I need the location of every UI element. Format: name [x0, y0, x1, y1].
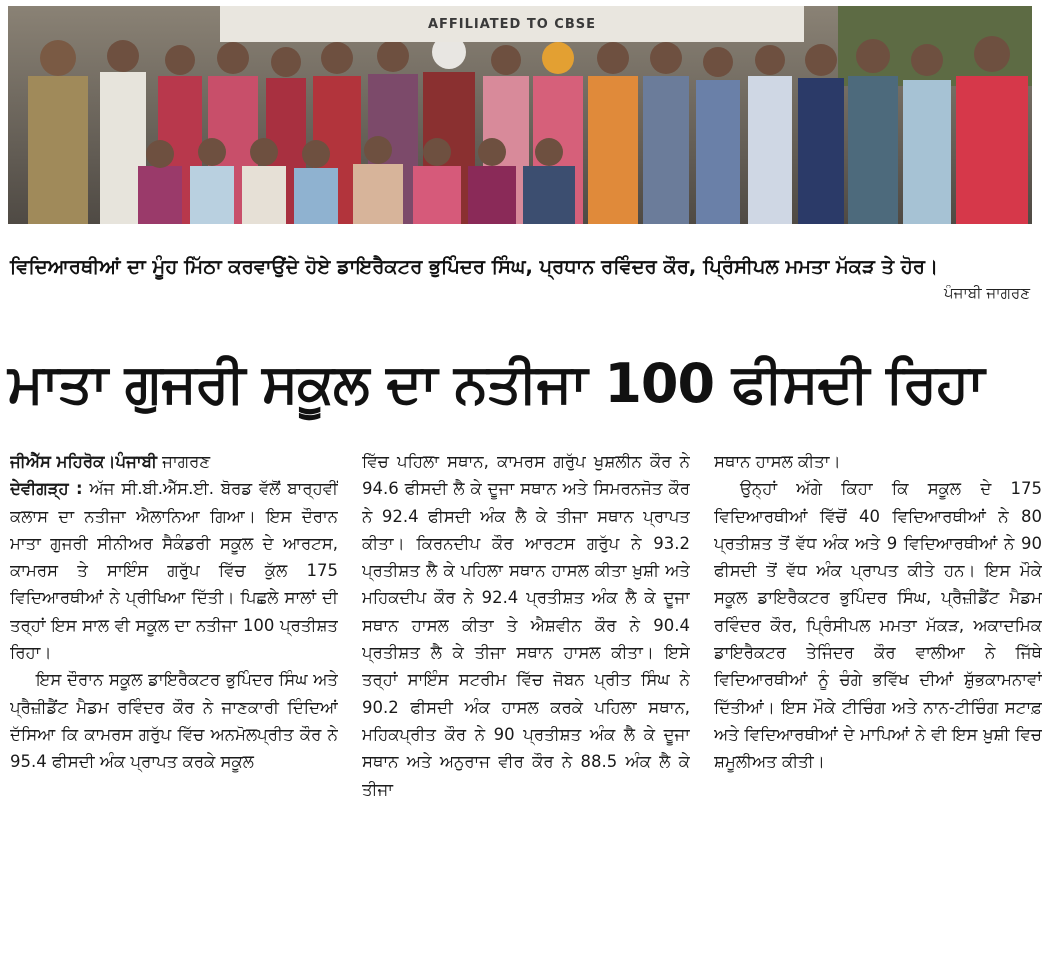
- photo-banner: AFFILIATED TO CBSE: [220, 6, 804, 42]
- photo-credit: ਪੰਜਾਬੀ ਜਾਗਰਣ: [944, 284, 1030, 302]
- article-body: [10, 448, 1042, 948]
- paragraph: ਇਸ ਦੌਰਾਨ ਸਕੂਲ ਡਾਇਰੈਕਟਰ ਭੁਪਿੰਦਰ ਸਿੰਘ ਅਤੇ ਪ੍ਰੈਜ਼ੀਡੈਂਟ ਮੈਡਮ ਰਵਿੰਦਰ ਕੌਰ ਨੇ ਜਾਣਕਾਰੀ ਦਿੰਦਿਆਂ ਦੱਸਿਆ ਕਿ ਕਾਮਰਸ ਗਰੁੱਪ ਵਿੱਚ ਅਨਮੋਲਪ੍ਰੀਤ ਕੌਰ ਨੇ 95.4 ਫੀਸਦੀ ਅੰਕ ਪ੍ਰਾਪਤ ਕਰਕੇ ਸਕੂਲ: [10, 670, 338, 772]
- article-column-1: [10, 448, 338, 948]
- article-column-2: [362, 448, 690, 948]
- paragraph: ਸਥਾਨ ਹਾਸਲ ਕੀਤਾ।: [714, 452, 841, 471]
- article-column-3: [714, 448, 1042, 948]
- byline: ਜੀਐੱਸ ਮਹਿਰੋਕ।ਪੰਜਾਬੀ: [10, 452, 157, 471]
- paragraph: ਵਿੱਚ ਪਹਿਲਾ ਸਥਾਨ, ਕਾਮਰਸ ਗਰੁੱਪ ਖੁਸ਼ਲੀਨ ਕੌਰ ਨੇ 94.6 ਫੀਸਦੀ ਲੈ ਕੇ ਦੂਜਾ ਸਥਾਨ ਅਤੇ ਸਿਮਰਨਜੋਤ ਕੌਰ ਨੇ 92.4 ਫੀਸਦੀ ਅੰਕ ਲੈ ਕੇ ਤੀਜਾ ਸਥਾਨ ਪ੍ਰਾਪਤ ਕੀਤਾ। ਕਿਰਨਦੀਪ ਕੌਰ ਆਰਟਸ ਗਰੁੱਪ ਨੇ 93.2 ਪ੍ਰਤੀਸ਼ਤ ਲੈ ਕੇ ਪਹਿਲਾ ਸਥਾਨ ਹਾਸਲ ਕੀਤਾ ਖ਼ੁਸ਼ੀ ਅਤੇ ਮਹਿਕਦੀਪ ਕੌਰ ਨੇ 92.4 ਪ੍ਰਤੀਸ਼ਤ ਅੰਕ ਲੈ ਕੇ ਦੂਜਾ ਸਥਾਨ ਹਾਸਲ ਕੀਤਾ ਤੇ ਐਸ਼ਵੀਨ ਕੌਰ ਨੇ 90.4 ਪ੍ਰਤੀਸ਼ਤ ਲੈ ਕੇ ਤੀਜਾ ਸਥਾਨ ਹਾਸਲ ਕੀਤਾ। ਇਸੇ ਤਰ੍ਹਾਂ ਸਾਇੰਸ ਸਟਰੀਮ ਵਿੱਚ ਜੋਬਨ ਪ੍ਰੀਤ ਸਿੰਘ ਨੇ 90.2 ਫੀਸਦੀ ਅੰਕ ਹਾਸਲ ਕਰਕੇ ਪਹਿਲਾ ਸਥਾਨ, ਮਹਿਕਪ੍ਰੀਤ ਕੌਰ ਨੇ 90 ਪ੍ਰਤੀਸ਼ਤ ਅੰਕ ਲੈ ਕੇ ਦੂਜਾ ਸਥਾਨ ਅਤੇ ਅਨੁਰਾਜ ਵੀਰ ਕੌਰ ਨੇ 88.5 ਅੰਕ ਲੈ ਕੇ ਤੀਜਾ: [362, 452, 690, 799]
- dateline: ਦੇਵੀਗੜ੍ਹ :: [10, 479, 83, 499]
- byline-source: ਜਾਗਰਣ: [162, 452, 211, 471]
- paragraph: ਅੱਜ ਸੀ.ਬੀ.ਐੱਸ.ਈ. ਬੋਰਡ ਵੱਲੋਂ ਬਾਰ੍ਹਵੀਂ ਕਲਾਸ ਦਾ ਨਤੀਜਾ ਐਲਾਨਿਆ ਗਿਆ। ਇਸ ਦੌਰਾਨ ਮਾਤਾ ਗੁਜਰੀ ਸੀਨੀਅਰ ਸੈਕੰਡਰੀ ਸਕੂਲ ਦੇ ਆਰਟਸ, ਕਾਮਰਸ ਤੇ ਸਾਇੰਸ ਗਰੁੱਪ ਵਿੱਚ ਕੁੱਲ 175 ਵਿਦਿਆਰਥੀਆਂ ਨੇ ਪ੍ਰੀਖਿਆ ਦਿੱਤੀ। ਪਿਛਲੇ ਸਾਲਾਂ ਦੀ ਤਰ੍ਹਾਂ ਇਸ ਸਾਲ ਵੀ ਸਕੂਲ ਦਾ ਨਤੀਜਾ 100 ਪ੍ਰਤੀਸ਼ਤ ਰਿਹਾ।: [10, 479, 338, 663]
- article-headline: ਮਾਤਾ ਗੁਜਰੀ ਸਕੂਲ ਦਾ ਨਤੀਜਾ 100 ਫੀਸਦੀ ਰਿਹਾ: [8, 352, 984, 415]
- photo-caption: ਵਿਦਿਆਰਥੀਆਂ ਦਾ ਮੂੰਹ ਮਿੱਠਾ ਕਰਵਾਉਂਦੇ ਹੋਏ ਡਾਇਰੈਕਟਰ ਭੁਪਿੰਦਰ ਸਿੰਘ, ਪ੍ਰਧਾਨ ਰਵਿੰਦਰ ਕੌਰ, ਪ੍ਰਿੰਸੀਪਲ ਮਮਤਾ ਮੱਕੜ ਤੇ ਹੋਰ।: [10, 255, 939, 278]
- group-photo: [8, 6, 1032, 224]
- paragraph: ਉਨ੍ਹਾਂ ਅੱਗੇ ਕਿਹਾ ਕਿ ਸਕੂਲ ਦੇ 175 ਵਿਦਿਆਰਥੀਆਂ ਵਿੱਚੋਂ 40 ਵਿਦਿਆਰਥੀਆਂ ਨੇ 80 ਪ੍ਰਤੀਸ਼ਤ ਤੋਂ ਵੱਧ ਅੰਕ ਅਤੇ 9 ਵਿਦਿਆਰਥੀਆਂ ਨੇ 90 ਫੀਸਦੀ ਤੋਂ ਵੱਧ ਅੰਕ ਪ੍ਰਾਪਤ ਕੀਤੇ ਹਨ। ਇਸ ਮੌਕੇ ਸਕੂਲ ਡਾਇਰੈਕਟਰ ਭੁਪਿੰਦਰ ਸਿੰਘ, ਪ੍ਰੈਜ਼ੀਡੈਂਟ ਮੈਡਮ ਰਵਿੰਦਰ ਕੌਰ, ਪ੍ਰਿੰਸੀਪਲ ਮਮਤਾ ਮੱਕੜ, ਅਕਾਦਮਿਕ ਡਾਇਰੈਕਟਰ ਤੇਜਿੰਦਰ ਕੌਰ ਵਾਲੀਆ ਨੇ ਜਿੱਥੇ ਵਿਦਿਆਰਥੀਆਂ ਨੂੰ ਚੰਗੇ ਭਵਿੱਖ ਦੀਆਂ ਸ਼ੁੱਭਕਾਮਨਾਵਾਂ ਦਿੱਤੀਆਂ। ਇਸ ਮੌਕੇ ਟੀਚਿੰਗ ਅਤੇ ਨਾਨ-ਟੀਚਿੰਗ ਸਟਾਫ਼ ਅਤੇ ਵਿਦਿਆਰਥੀਆਂ ਦੇ ਮਾਪਿਆਂ ਨੇ ਵੀ ਇਸ ਖ਼ੁਸ਼ੀ ਵਿਚ ਸ਼ਮੂਲੀਅਤ ਕੀਤੀ।: [714, 479, 1042, 772]
